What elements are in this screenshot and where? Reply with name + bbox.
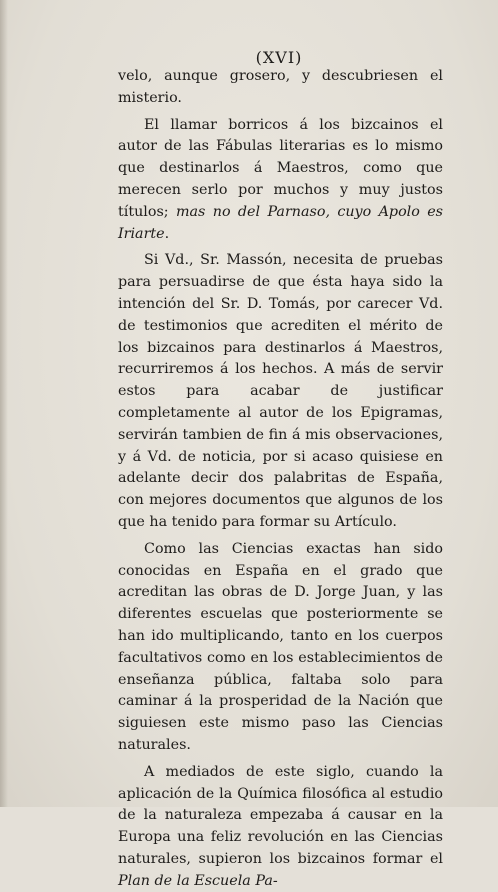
paragraph-2-italic: mas no del Parnaso, cuyo Apolo es Iriarte xyxy=(118,203,444,242)
paragraph-2-end: . xyxy=(164,225,170,242)
paragraph-5 xyxy=(118,762,443,892)
paragraph-5-italic: Plan de la Escuela Pa- xyxy=(118,872,278,889)
paragraph-2 xyxy=(118,115,443,246)
paragraph-3: Si Vd., Sr. Massón, necesita de pruebas para persuadirse de que ésta haya sido la intención del Sr. D. Tomás, por carecer Vd. de testimonios que acrediten el mérito de los bizcainos para destinarlos á Maestros, recurriremos á los hechos. A más de servir estos para acabar de justificar completamente al autor de los Epigramas, servirán tambien de fin á mis observaciones, y á Vd. de noticia, por si acaso quisiese en adelante decir dos palabritas de España, con mejores documentos que algunos de los que ha tenido para formar su Artículo. xyxy=(118,252,443,530)
paragraph-2-text: El llamar borricos á los bizcainos el autor de las Fábulas literarias es lo mismo que destinarlos á Maestros, como que merecen serlo por muchos y muy justos títulos; xyxy=(118,116,443,220)
page-gutter-shadow xyxy=(0,0,8,807)
body-text xyxy=(118,66,443,892)
paragraph-5-text: A mediados de este siglo, cuando la aplicación de la Química filosófica al estudio de la naturaleza empezaba á causar en la Europa una feliz revolución en las Ciencias naturales, supieron los bizcainos formar el xyxy=(118,763,443,867)
paragraph-1: velo, aunque grosero, y descubriesen el misterio. xyxy=(118,68,443,106)
page-number: (XVI) xyxy=(255,48,303,67)
paragraph-4: Como las Ciencias exactas han sido conocidas en España en el grado que acreditan las obras de D. Jorge Juan, y las diferentes escuelas que posteriormente se han ido multiplicando, tanto en los cuerpos facultativos como en los establecimientos de enseñanza pública, faltaba solo para caminar á la prosperidad de la Nación que siguiesen este mismo paso las Ciencias naturales. xyxy=(118,540,443,753)
